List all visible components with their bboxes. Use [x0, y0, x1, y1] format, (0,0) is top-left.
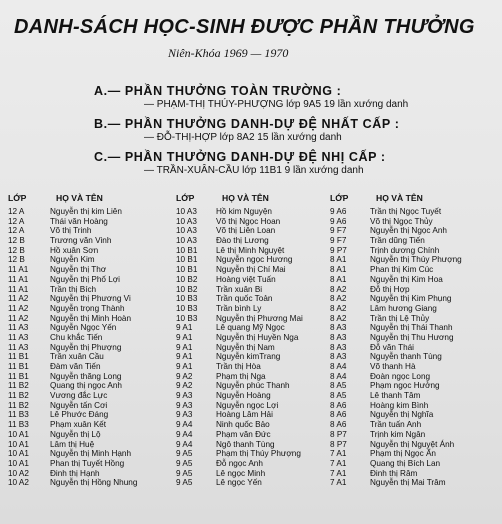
student-name-cell: Nguyễn thị Lộ [50, 429, 101, 439]
class-cell: 10 B1 [176, 245, 198, 255]
name-header: HỌ VÀ TÊN [56, 193, 103, 203]
student-name-cell: Vương đắc Lực [50, 391, 108, 401]
class-cell: 10 A3 [176, 207, 197, 216]
student-row [176, 304, 326, 314]
class-cell: 8 A2 [330, 303, 347, 313]
class-cell: 9 A2 [176, 381, 193, 391]
student-row [176, 401, 326, 411]
student-name-cell: Lê ngọc Yến [216, 478, 262, 488]
class-cell: 8 A3 [330, 323, 347, 333]
column-header [176, 194, 326, 207]
student-name-cell: Nguyễn thị Huyền Nga [216, 332, 299, 342]
class-cell: 8 A2 [330, 284, 347, 294]
student-row [330, 265, 500, 275]
student-name-cell: Nguyễn thị Minh Hạnh [50, 449, 132, 459]
class-cell: 9 F7 [330, 236, 347, 246]
student-name-cell: Nguyễn thị Thúy Phượng [370, 255, 462, 265]
student-name-cell: Phạm ngọc Hưởng [370, 381, 440, 391]
class-cell: 8 A2 [330, 313, 347, 323]
student-row [330, 478, 500, 488]
student-name-cell: Đỗ văn Thái [370, 342, 414, 352]
class-header: LỚP [330, 193, 349, 203]
student-name-cell: Võ thị Liên Loan [216, 226, 276, 236]
class-cell: 9 A4 [176, 439, 193, 449]
student-name-cell: Phạm văn Đức [216, 429, 271, 439]
name-header: HỌ VÀ TÊN [222, 193, 269, 203]
award-detail: — TRẦN-XUÂN-CẦU lớp 11B1 9 lần xướng danh [144, 165, 364, 176]
student-name-cell: Nguyễn thị Hồng Nhung [50, 478, 138, 488]
student-name-cell: Nguyễn thị Phố Lợi [50, 274, 121, 284]
award-detail: — PHẠM-THỊ THÚY-PHƯỢNG lớp 9A5 19 lần xướng danh [144, 99, 409, 110]
student-row [176, 285, 326, 295]
award-school-wide [94, 84, 408, 110]
student-name-cell: Lê Phước Đáng [50, 410, 109, 420]
student-name-cell: Nguyễn thị Ngọc Anh [370, 226, 447, 236]
student-name-cell: Đào thị Lương [216, 236, 269, 246]
student-list-column-3 [330, 194, 500, 488]
class-cell: 7 A1 [330, 458, 347, 468]
student-row [8, 255, 158, 265]
class-cell: 9 A5 [176, 468, 193, 478]
school-year-subtitle: Niên-Khóa 1969 — 1970 [168, 46, 289, 60]
student-name-cell: Nguyễn thị Nam [216, 342, 275, 352]
student-name-cell: Phạm thị Ngọc Ẩn [370, 449, 436, 459]
class-cell: 8 A2 [330, 294, 347, 304]
student-row [176, 381, 326, 391]
class-cell: 12 B [8, 236, 25, 246]
student-row [330, 440, 500, 450]
student-row [330, 372, 500, 382]
student-row [330, 236, 500, 246]
student-name-cell: Lâm hương Giang [370, 303, 437, 313]
class-cell: 11 A3 [8, 323, 29, 333]
class-cell: 8 A3 [330, 342, 347, 352]
student-name-cell: Nguyễn ngọc Lợi [216, 400, 279, 410]
class-cell: 9 A4 [176, 429, 193, 439]
student-row [176, 391, 326, 401]
student-name-cell: Hồ xuân Sơn [50, 245, 99, 255]
class-cell: 11 A3 [8, 342, 29, 352]
student-row [8, 478, 158, 488]
class-cell: 9 P7 [330, 245, 347, 255]
student-name-cell: Lê quang Mỹ Ngọc [216, 323, 285, 333]
student-row [8, 236, 158, 246]
student-name-cell: Lâm thị Huệ [50, 439, 95, 449]
student-name-cell: Trương văn Vinh [50, 236, 112, 246]
class-cell: 11 B2 [8, 391, 29, 401]
class-cell: 9 A6 [330, 207, 347, 216]
page-title: DANH-SÁCH HỌC-SINH ĐƯỢC PHẦN THƯỞNG [14, 16, 475, 38]
student-name-cell: Trần thị Bích [50, 284, 97, 294]
student-row [330, 275, 500, 285]
class-cell: 7 A1 [330, 449, 347, 459]
student-row [330, 391, 500, 401]
student-row [176, 372, 326, 382]
student-row [330, 314, 500, 324]
student-name-cell: Nguyễn thị kim Liên [50, 207, 122, 216]
class-header: LỚP [176, 193, 195, 203]
student-name-cell: Nguyễn Ngọc Yến [50, 323, 117, 333]
class-cell: 8 A6 [330, 400, 347, 410]
student-name-cell: Lê thanh Tâm [370, 391, 421, 401]
student-row [8, 459, 158, 469]
student-row [176, 343, 326, 353]
class-cell: 7 A1 [330, 478, 347, 488]
class-cell: 9 A3 [176, 410, 193, 420]
student-name-cell: Trần quốc Toản [216, 294, 273, 304]
student-name-cell: Trần dũng Tiến [370, 236, 425, 246]
class-cell: 9 F7 [330, 226, 347, 236]
student-name-cell: Nguyễn thị Phượng [50, 342, 122, 352]
student-row [176, 469, 326, 479]
student-row [176, 459, 326, 469]
student-row [8, 246, 158, 256]
student-name-cell: Nguyễn Hoàng [216, 391, 271, 401]
student-name-cell: Lê ngọc Minh [216, 468, 266, 478]
student-name-cell: Đàm văn Tiến [50, 362, 101, 371]
student-name-cell: Trần thị Hòa [216, 362, 261, 371]
student-row [330, 410, 500, 420]
student-name-cell: Nguyễn ngọc Hương [216, 255, 293, 265]
class-cell: 11 A1 [8, 265, 29, 275]
student-name-cell: Nguyễn trọng Thành [50, 303, 125, 313]
class-cell: 10 A1 [8, 439, 29, 449]
award-heading: A.— PHẦN THƯỞNG TOÀN TRƯỜNG : [94, 84, 342, 98]
student-name-cell: Nguyễn Kim [50, 255, 95, 265]
class-cell: 9 A5 [176, 478, 193, 488]
student-row [176, 255, 326, 265]
class-cell: 11 B2 [8, 381, 29, 391]
student-row [330, 246, 500, 256]
class-cell: 7 A1 [330, 468, 347, 478]
student-name-cell: Nguyễn thị Nguyệt Ánh [370, 439, 455, 449]
class-cell: 10 A1 [8, 458, 29, 468]
student-row [176, 226, 326, 236]
student-name-cell: Nguyễn thăng Long [50, 371, 122, 381]
award-honor-second-level [94, 150, 386, 176]
student-row [176, 478, 326, 488]
class-cell: 9 A1 [176, 362, 193, 371]
award-detail: — ĐỖ-THỊ-HỢP lớp 8A2 15 lần xướng danh [144, 132, 342, 143]
student-name-cell: Ninh quốc Bảo [216, 420, 270, 430]
class-cell: 9 A1 [176, 352, 193, 362]
student-row [8, 420, 158, 430]
student-row [176, 236, 326, 246]
class-cell: 8 A6 [330, 410, 347, 420]
student-row [330, 352, 500, 362]
student-row [176, 430, 326, 440]
student-row [330, 217, 500, 227]
student-row [8, 226, 158, 236]
student-name-cell: Hoàng Lâm Hải [216, 410, 273, 420]
class-cell: 10 A1 [8, 429, 29, 439]
class-cell: 8 P7 [330, 429, 347, 439]
class-cell: 8 A4 [330, 371, 347, 381]
student-row [8, 362, 158, 372]
class-cell: 11 B1 [8, 362, 29, 371]
student-name-cell: Phạm thị Thúy Phượng [216, 449, 301, 459]
student-name-cell: Quang thị Bích Lan [370, 458, 441, 468]
class-cell: 8 A5 [330, 381, 347, 391]
student-name-cell: Trịnh dương Chính [370, 245, 440, 255]
class-cell: 12 B [8, 255, 25, 265]
class-cell: 8 A1 [330, 274, 347, 284]
student-row [176, 323, 326, 333]
class-cell: 8 A4 [330, 362, 347, 371]
class-cell: 11 B1 [8, 371, 29, 381]
class-cell: 12 A [8, 207, 25, 216]
student-row [8, 343, 158, 353]
student-row [330, 469, 500, 479]
student-row [176, 207, 326, 217]
student-row [176, 410, 326, 420]
class-cell: 10 B1 [176, 265, 198, 275]
student-name-cell: Võ thanh Hà [370, 362, 416, 371]
student-row [176, 275, 326, 285]
student-name-cell: Nguyễn thị Thơ [50, 265, 107, 275]
student-row [8, 275, 158, 285]
student-name-cell: Hồ kim Nguyện [216, 207, 272, 216]
student-name-cell: Đinh thị Hạnh [50, 468, 100, 478]
student-row [330, 420, 500, 430]
student-name-cell: Trần xuân Cầu [50, 352, 104, 362]
student-row [8, 333, 158, 343]
student-name-cell: Quang thị ngọc Anh [50, 381, 122, 391]
student-row [8, 381, 158, 391]
student-list-column-1 [8, 194, 158, 488]
class-cell: 9 A5 [176, 449, 193, 459]
student-row [176, 420, 326, 430]
student-list-column-2 [176, 194, 326, 488]
class-cell: 10 B1 [176, 255, 198, 265]
class-cell: 8 A6 [330, 420, 347, 430]
student-row [330, 207, 500, 217]
student-name-cell: Đinh thị Râm [370, 468, 418, 478]
class-cell: 10 A2 [8, 468, 29, 478]
class-cell: 8 A5 [330, 391, 347, 401]
student-row [8, 401, 158, 411]
student-row [8, 449, 158, 459]
class-cell: 9 A4 [176, 420, 193, 430]
student-row [176, 440, 326, 450]
student-row [330, 343, 500, 353]
class-cell: 11 B3 [8, 410, 29, 420]
student-name-cell: Trịnh kim Ngân [370, 429, 426, 439]
student-row [8, 323, 158, 333]
class-cell: 8 P7 [330, 439, 347, 449]
class-cell: 9 A6 [330, 216, 347, 226]
class-cell: 11 A3 [8, 332, 29, 342]
class-cell: 11 B2 [8, 400, 29, 410]
student-name-cell: Nguyễn phúc Thanh [216, 381, 290, 391]
class-cell: 11 A1 [8, 274, 29, 284]
class-cell: 10 A3 [176, 236, 197, 246]
class-cell: 8 A3 [330, 352, 347, 362]
student-name-cell: Trần bình Ly [216, 303, 262, 313]
student-name-cell: Đỗ thị Hợp [370, 284, 410, 294]
student-row [330, 294, 500, 304]
student-row [176, 294, 326, 304]
class-cell: 11 B1 [8, 352, 29, 362]
class-header: LỚP [8, 193, 27, 203]
award-heading: B.— PHẦN THƯỞNG DANH-DỰ ĐỆ NHẤT CẤP : [94, 117, 400, 131]
student-name-cell: Nguyễn kimTrang [216, 352, 281, 362]
class-cell: 9 A1 [176, 342, 193, 352]
student-name-cell: Nguyễn tấn Cơi [50, 400, 108, 410]
student-name-cell: Trần tuấn Anh [370, 420, 422, 430]
class-cell: 10 B3 [176, 303, 198, 313]
class-cell: 12 A [8, 226, 25, 236]
student-name-cell: Nguyễn thị Minh Hoàn [50, 313, 132, 323]
class-cell: 9 A1 [176, 332, 193, 342]
student-name-cell: Võ thị Ngọc Hoan [216, 216, 281, 226]
class-cell: 11 A2 [8, 294, 29, 304]
student-row [176, 362, 326, 372]
student-row [330, 449, 500, 459]
student-name-cell: Đỗ ngọc Anh [216, 458, 263, 468]
class-cell: 9 A3 [176, 391, 193, 401]
student-name-cell: Ngô thanh Tùng [216, 439, 275, 449]
student-row [176, 314, 326, 324]
student-row [8, 314, 158, 324]
student-name-cell: Nguyễn thị Thu Hương [370, 332, 454, 342]
student-name-cell: Nguyễn thị Kim Hoa [370, 274, 443, 284]
column-header [8, 194, 158, 207]
student-row [8, 469, 158, 479]
student-name-cell: Nguyễn thanh Tùng [370, 352, 442, 362]
student-row [8, 410, 158, 420]
student-name-cell: Chu khắc Tiến [50, 332, 103, 342]
student-name-cell: Trần xuân Bi [216, 284, 263, 294]
student-name-cell: Đoàn ngọc Long [370, 371, 431, 381]
student-row [330, 381, 500, 391]
column-header [330, 194, 500, 207]
student-name-cell: Nguyễn thị Mai Trâm [370, 478, 446, 488]
student-row [8, 440, 158, 450]
student-name-cell: Nguyễn thị Phương Vi [50, 294, 131, 304]
student-row [330, 226, 500, 236]
student-row [176, 265, 326, 275]
student-row [8, 294, 158, 304]
student-name-cell: Nguyễn thị Thái Thanh [370, 323, 453, 333]
award-honor-first-level [94, 117, 399, 143]
class-cell: 11 B3 [8, 420, 29, 430]
student-row [330, 255, 500, 265]
student-row [330, 430, 500, 440]
class-cell: 11 A2 [8, 313, 29, 323]
student-row [176, 333, 326, 343]
student-name-cell: Phan thị Tuyết Hồng [50, 458, 125, 468]
class-cell: 11 A1 [8, 284, 29, 294]
student-row [330, 401, 500, 411]
class-cell: 9 A2 [176, 371, 193, 381]
class-cell: 10 B3 [176, 313, 198, 323]
student-name-cell: Phạm thị Nga [216, 371, 266, 381]
student-name-cell: Nguyễn thị Nghĩa [370, 410, 434, 420]
student-name-cell: Võ thị Trinh [50, 226, 92, 236]
name-header: HỌ VÀ TÊN [376, 193, 423, 203]
student-row [8, 430, 158, 440]
class-cell: 8 A1 [330, 265, 347, 275]
student-name-cell: Thái văn Hoàng [50, 216, 108, 226]
student-row [176, 352, 326, 362]
student-name-cell: Hoàng việt Tuấn [216, 274, 276, 284]
student-row [8, 391, 158, 401]
class-cell: 9 A3 [176, 400, 193, 410]
class-cell: 12 A [8, 216, 25, 226]
class-cell: 8 A3 [330, 332, 347, 342]
student-row [330, 304, 500, 314]
student-name-cell: Trần thị Ngọc Tuyết [370, 207, 442, 216]
student-row [176, 217, 326, 227]
class-cell: 12 B [8, 245, 25, 255]
student-row [330, 285, 500, 295]
student-row [330, 459, 500, 469]
class-cell: 10 B2 [176, 274, 198, 284]
student-row [176, 449, 326, 459]
student-name-cell: Nguyễn thị Kim Phụng [370, 294, 452, 304]
student-row [8, 217, 158, 227]
student-row [8, 304, 158, 314]
student-name-cell: Nguyễn thị Phương Mai [216, 313, 303, 323]
student-row [330, 323, 500, 333]
student-name-cell: Trần thị Lệ Thủy [370, 313, 430, 323]
student-row [176, 246, 326, 256]
class-cell: 11 A2 [8, 303, 29, 313]
award-heading: C.— PHẦN THƯỞNG DANH-DỰ ĐỆ NHỊ CẤP : [94, 150, 386, 164]
student-name-cell: Phan thị Kim Cúc [370, 265, 434, 275]
class-cell: 10 B3 [176, 294, 198, 304]
class-cell: 9 A1 [176, 323, 193, 333]
student-name-cell: Hoàng kim Bình [370, 400, 429, 410]
student-name-cell: Nguyễn thị Chí Mai [216, 265, 286, 275]
student-row [8, 372, 158, 382]
class-cell: 8 A1 [330, 255, 347, 265]
student-row [8, 207, 158, 217]
student-row [8, 265, 158, 275]
class-cell: 10 A2 [8, 478, 29, 488]
class-cell: 10 A3 [176, 226, 197, 236]
class-cell: 10 B2 [176, 284, 198, 294]
class-cell: 10 A1 [8, 449, 29, 459]
student-row [330, 333, 500, 343]
student-name-cell: Phạm xuân Kết [50, 420, 106, 430]
student-row [330, 362, 500, 372]
student-name-cell: Lê thị Minh Nguyệt [216, 245, 285, 255]
class-cell: 10 A3 [176, 216, 197, 226]
class-cell: 9 A5 [176, 458, 193, 468]
student-row [8, 352, 158, 362]
student-row [8, 285, 158, 295]
student-name-cell: Võ thị Ngọc Thủy [370, 216, 433, 226]
